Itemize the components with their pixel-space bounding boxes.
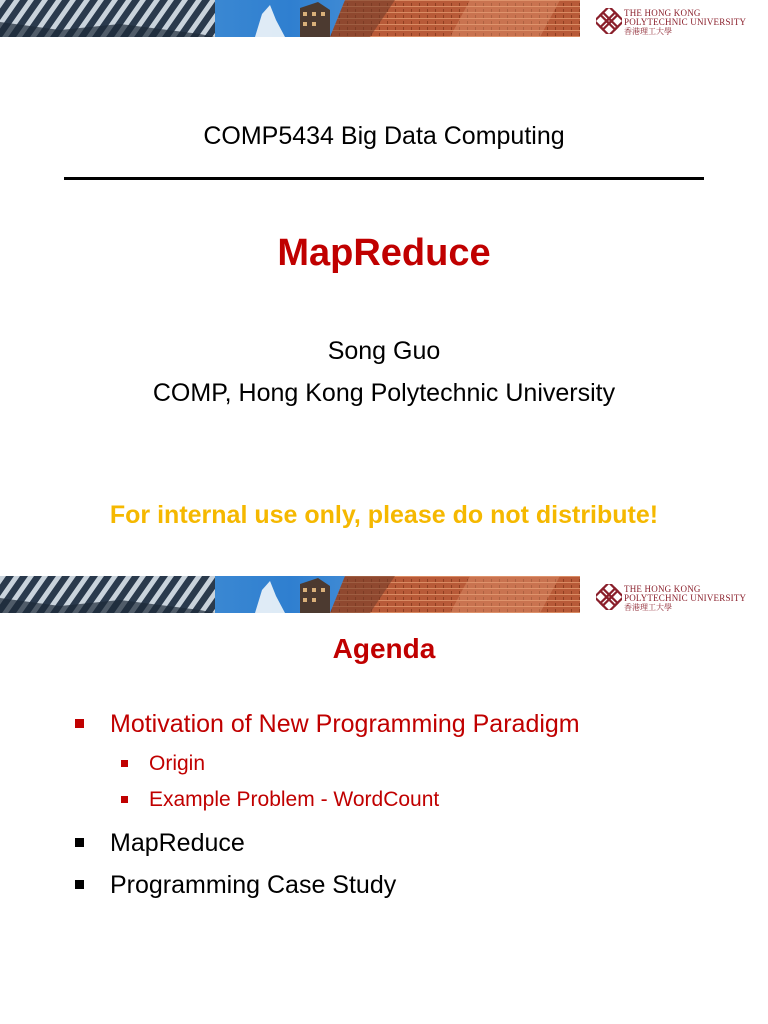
university-logo bbox=[596, 584, 756, 610]
slide-title: MapReduce bbox=[277, 232, 491, 274]
square-bullet-icon bbox=[75, 880, 84, 889]
divider-line bbox=[64, 177, 704, 180]
header-banner-image bbox=[0, 0, 580, 37]
agenda-subitem bbox=[149, 752, 205, 776]
agenda-item bbox=[110, 829, 245, 858]
logo-text-line1: THE HONG KONG bbox=[624, 8, 701, 18]
agenda-item-text: Motivation of New Programming Paradigm bbox=[110, 710, 580, 738]
author-name: Song Guo bbox=[327, 337, 441, 365]
polyu-emblem-icon bbox=[596, 8, 622, 34]
course-name: COMP5434 Big Data Computing bbox=[203, 122, 565, 150]
agenda-item bbox=[110, 871, 396, 900]
agenda-subitem-text: Example Problem - WordCount bbox=[149, 788, 440, 811]
square-bullet-icon bbox=[75, 838, 84, 847]
agenda-item-text: MapReduce bbox=[110, 829, 245, 857]
agenda-slide bbox=[0, 576, 768, 1024]
square-bullet-icon bbox=[121, 796, 128, 803]
university-logo bbox=[596, 8, 756, 34]
agenda-item bbox=[110, 710, 580, 739]
logo-text-chinese: 香港理工大學 bbox=[624, 27, 672, 36]
agenda-subitem bbox=[149, 788, 439, 812]
logo-text-line1: THE HONG KONG bbox=[624, 584, 701, 594]
square-bullet-icon bbox=[121, 760, 128, 767]
square-bullet-icon bbox=[75, 719, 84, 728]
agenda-subitem-text: Origin bbox=[149, 752, 206, 775]
polyu-emblem-icon bbox=[596, 584, 622, 610]
distribution-notice: For internal use only, please do not distribute! bbox=[109, 501, 659, 529]
logo-text-line2: POLYTECHNIC UNIVERSITY bbox=[624, 17, 747, 27]
agenda-title: Agenda bbox=[332, 633, 436, 664]
agenda-item-text: Programming Case Study bbox=[110, 871, 397, 899]
logo-text-chinese: 香港理工大學 bbox=[624, 603, 672, 612]
logo-text-line2: POLYTECHNIC UNIVERSITY bbox=[624, 593, 747, 603]
header-banner-image bbox=[0, 576, 580, 613]
author-affiliation: COMP, Hong Kong Polytechnic University bbox=[152, 379, 616, 407]
